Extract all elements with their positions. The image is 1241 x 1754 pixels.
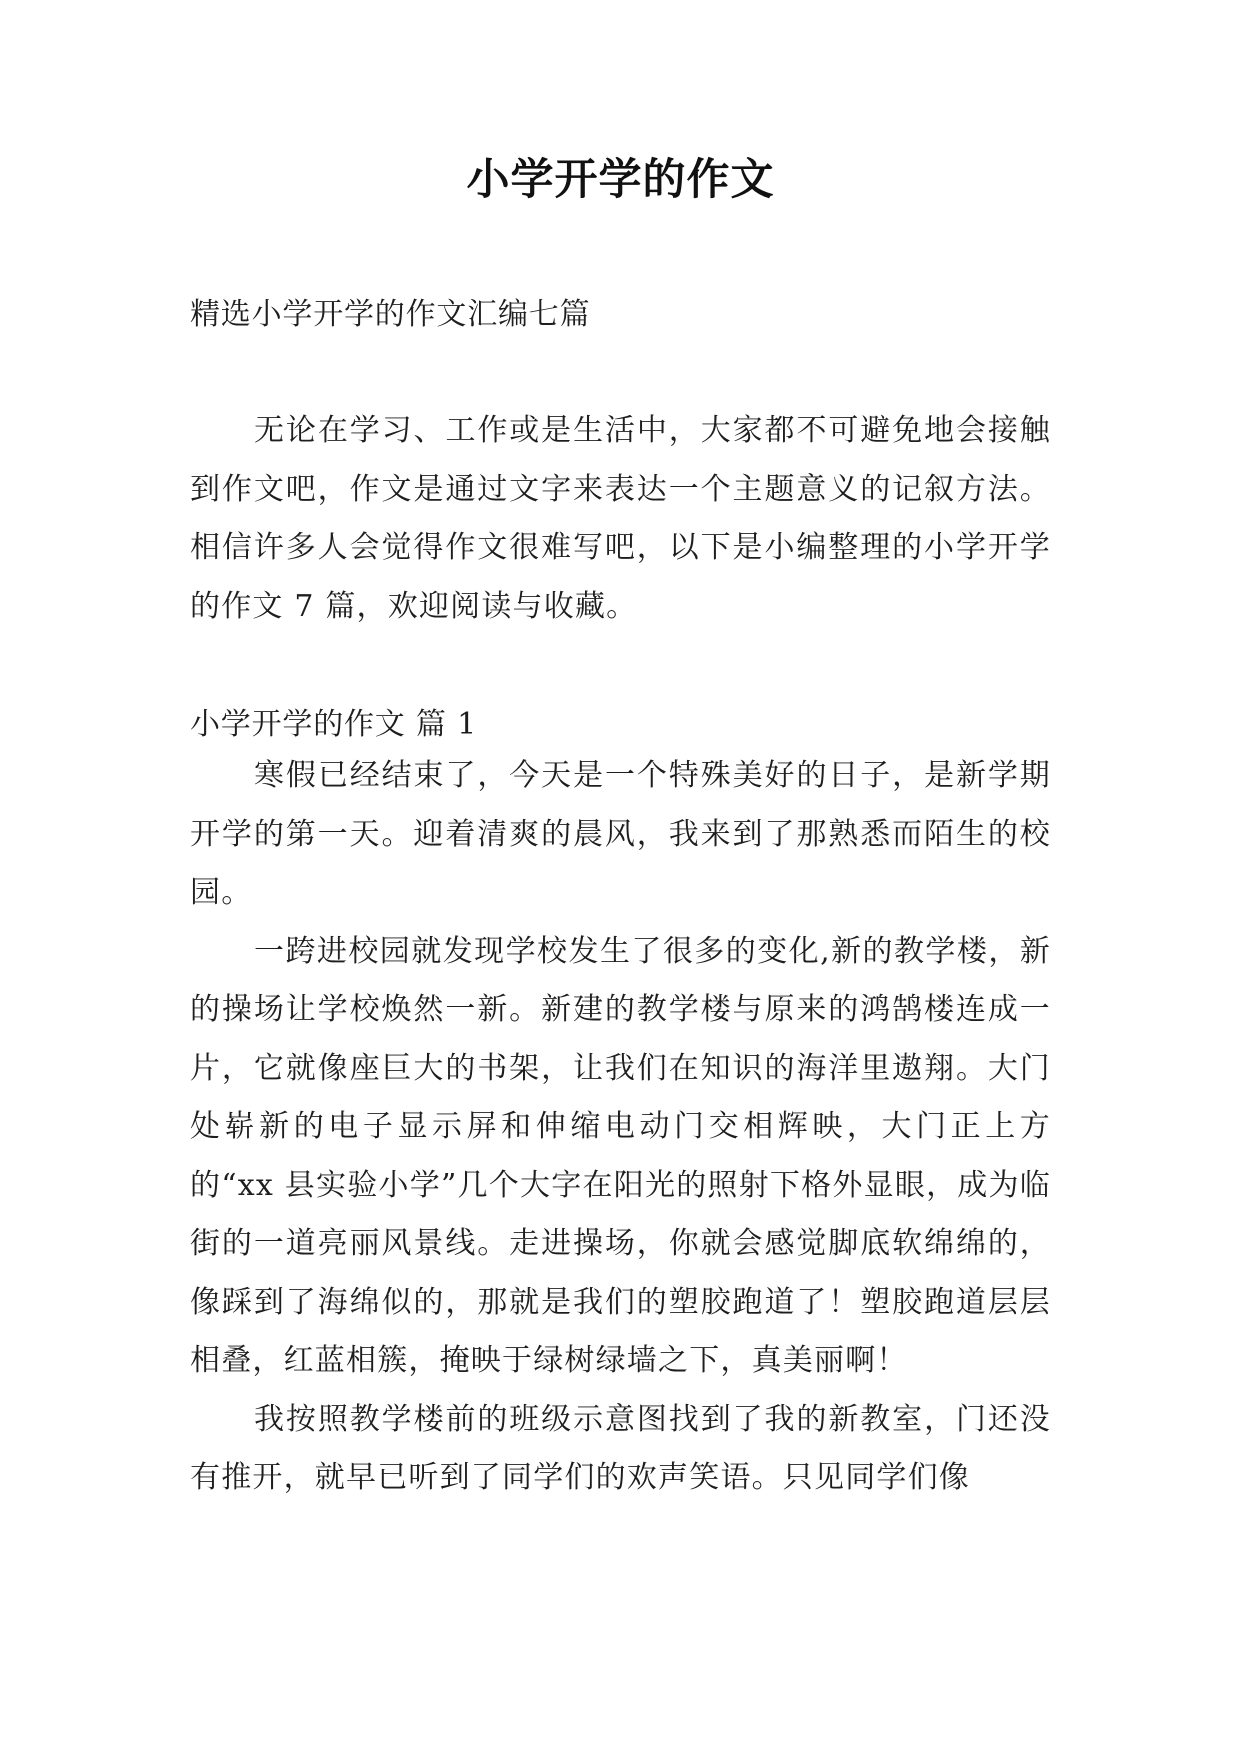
body-paragraph: 一跨进校园就发现学校发生了很多的变化,新的教学楼，新的操场让学校焕然一新。新建的教学楼与原来的鸿鹄楼连成一片，它就像座巨大的书架，让我们在知识的海洋里遨翔。大门处崭新的电子显示屏和伸缩电动门交相辉映，大门正上方的“xx 县实验小学”几个大字在阳光的照射下格外显眼，成为临街的一道亮丽风景线。走进操场，你就会感觉脚底软绵绵的，像踩到了海绵似的，那就是我们的塑胶跑道了！塑胶跑道层层相叠，红蓝相簇，掩映于绿树绿墙之下，真美丽啊！ — [190, 933, 1051, 1378]
document-subtitle: 精选小学开学的作文汇编七篇 — [190, 297, 591, 332]
document-title: 小学开学的作文 — [466, 155, 775, 205]
body-paragraph: 寒假已经结束了，今天是一个特殊美好的日子，是新学期开学的第一天。迎着清爽的晨风，我来到了那熟悉而陌生的校园。 — [190, 758, 1051, 910]
body-paragraph: 我按照教学楼前的班级示意图找到了我的新教室，门还没有推开，就早已听到了同学们的欢声笑语。只见同学们像 — [190, 1401, 1051, 1495]
section-heading: 小学开学的作文 篇 1 — [190, 707, 477, 742]
section-body — [190, 747, 1051, 1508]
intro-paragraph: 无论在学习、工作或是生活中，大家都不可避免地会接触到作文吧，作文是通过文字来表达一个主题意义的记叙方法。相信许多人会觉得作文很难写吧，以下是小编整理的小学开学的作文 7 篇，欢迎阅读与收藏。 — [190, 413, 1051, 624]
